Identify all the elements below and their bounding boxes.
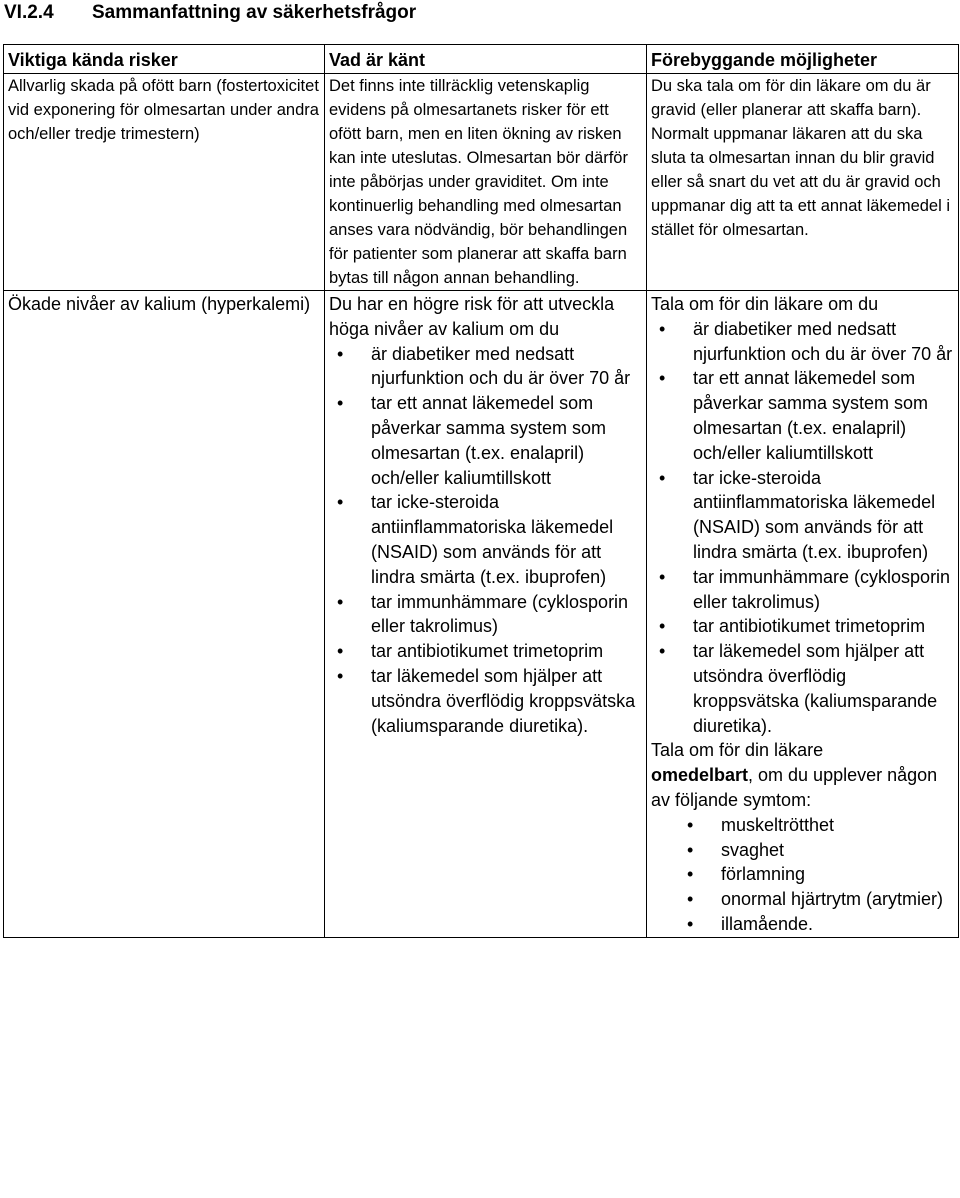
- list-item: • tar läkemedel som hjälper att utsöndra överflödig kroppsvätska (kaliumsparande diuretika).: [651, 639, 954, 738]
- symptom-list: [651, 813, 954, 937]
- prevention-cell: Du ska tala om för din läkare om du är gravid (eller planerar att skaffa barn). Normalt uppmanar läkaren att du ska sluta ta olmesartan innan du blir gravid eller så snart du vet att du är gravid och uppmanar dig att ta ett annat läkemedel i stället för olmesartan.: [647, 74, 959, 291]
- section-heading: [4, 2, 416, 24]
- urgent-pre: Tala om för din läkare: [651, 740, 824, 761]
- table-row: [4, 74, 959, 291]
- list-item: • tar läkemedel som hjälper att utsöndra överflödig kroppsvätska (kaliumsparande diuretika).: [329, 664, 642, 738]
- risk-cell: Ökade nivåer av kalium (hyperkalemi): [4, 291, 325, 938]
- list-item: • är diabetiker med nedsatt njurfunktion och du är över 70 år: [329, 342, 642, 392]
- known-intro: Du har en högre risk för att utveckla höga nivåer av kalium om du: [329, 294, 615, 339]
- risk-cell: Allvarlig skada på ofött barn (fostertoxicitet vid exponering för olmesartan under andra och/eller tredje trimestern): [4, 74, 325, 291]
- list-item: • förlamning: [651, 862, 954, 887]
- list-item: • tar ett annat läkemedel som påverkar samma system som olmesartan (t.ex. enalapril) och/eller kaliumtillskott: [651, 366, 954, 465]
- header-row: [4, 45, 959, 74]
- list-item: • tar icke-steroida antiinflammatoriska läkemedel (NSAID) som används för att lindra smärta (t.ex. ibuprofen): [329, 490, 642, 589]
- section-title: Sammanfattning av säkerhetsfrågor: [92, 2, 417, 23]
- prevention-intro: Tala om för din läkare om du: [651, 294, 879, 314]
- list-item: • tar icke-steroida antiinflammatoriska läkemedel (NSAID) som används för att lindra smärta (t.ex. ibuprofen): [651, 466, 954, 565]
- urgent-post: , om du upplever någon av följande symtom:: [651, 765, 938, 810]
- list-item: • tar antibiotikumet trimetoprim: [651, 614, 954, 639]
- header-known: Vad är känt: [325, 45, 647, 74]
- header-prevention: Förebyggande möjligheter: [647, 45, 959, 74]
- urgent-bold: omedelbart: [651, 765, 749, 786]
- known-cell: [325, 291, 647, 938]
- safety-summary-table: [3, 44, 959, 938]
- header-risks: Viktiga kända risker: [4, 45, 325, 74]
- list-item: • tar immunhämmare (cyklosporin eller takrolimus): [651, 565, 954, 615]
- list-item: • tar antibiotikumet trimetoprim: [329, 639, 642, 664]
- list-item: • illamående.: [651, 912, 954, 937]
- urgent-instruction: [651, 738, 954, 812]
- table-row: [4, 291, 959, 938]
- list-item: • svaghet: [651, 838, 954, 863]
- section-number: VI.2.4: [4, 2, 54, 23]
- known-list: [329, 342, 642, 739]
- known-cell: Det finns inte tillräcklig vetenskaplig evidens på olmesartanets risker för ett ofött barn, men en liten ökning av risken kan inte uteslutas. Olmesartan bör därför inte påbörjas under graviditet. Om inte kontinuerlig behandling med olmesartan anses vara nödvändig, bör behandlingen för patienter som planerar att skaffa barn bytas till någon annan behandling.: [325, 74, 647, 291]
- prevention-list: [651, 317, 954, 739]
- list-item: • tar ett annat läkemedel som påverkar samma system som olmesartan (t.ex. enalapril) och/eller kaliumtillskott: [329, 391, 642, 490]
- list-item: • tar immunhämmare (cyklosporin eller takrolimus): [329, 590, 642, 640]
- list-item: • muskeltrötthet: [651, 813, 954, 838]
- list-item: • onormal hjärtrytm (arytmier): [651, 887, 954, 912]
- prevention-cell: [647, 291, 959, 938]
- list-item: • är diabetiker med nedsatt njurfunktion och du är över 70 år: [651, 317, 954, 367]
